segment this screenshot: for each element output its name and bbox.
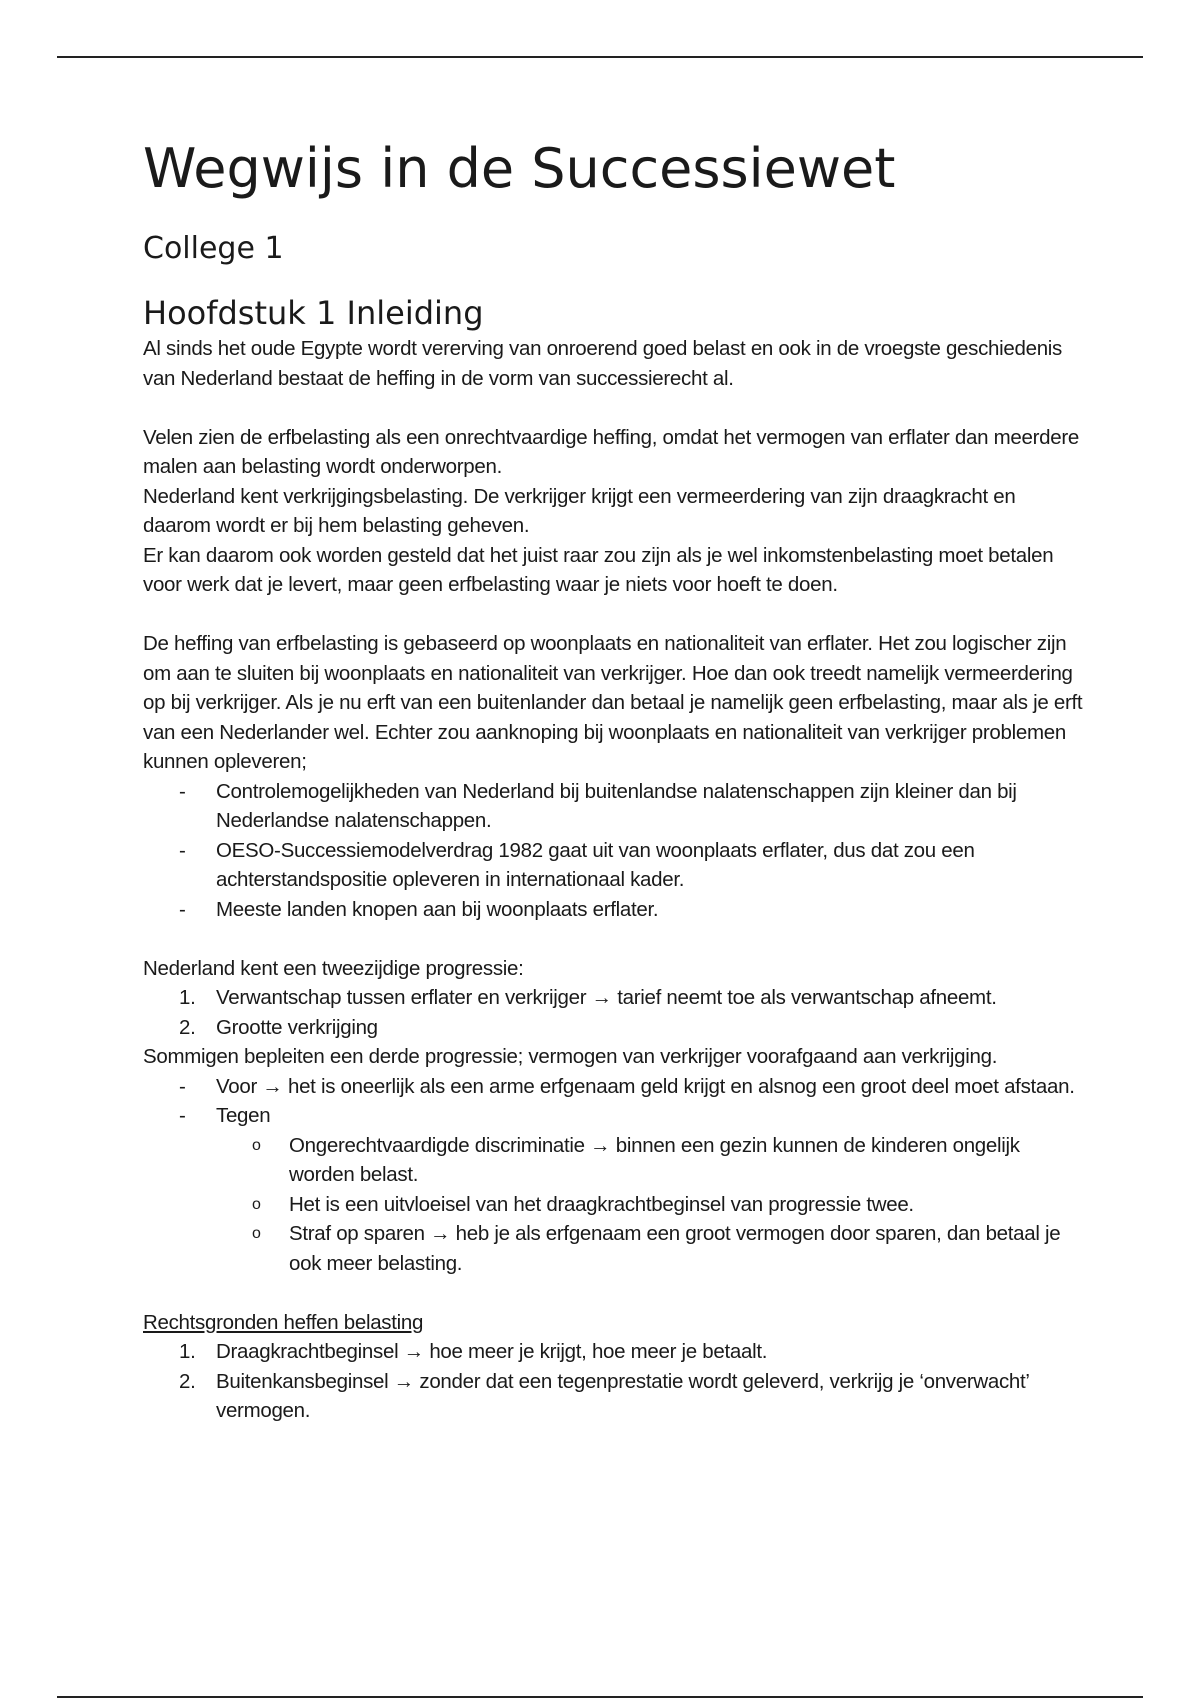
list-item (143, 836, 1083, 895)
list-number: 2. (179, 1015, 196, 1039)
list-item-text: Controlemogelijkheden van Nederland bij buitenlandse nalatenschappen zijn kleiner dan bij Nederlandse nalatenschappen. (216, 779, 1017, 832)
paragraph-intro: Al sinds het oude Egypte wordt vererving van onroerend goed belast en ook in de vroegste geschiedenis van Nederland bestaat de heffing in de vorm van successierecht al. (143, 337, 1063, 390)
sublist-item-text: Straf op sparen → heb je als erfgenaam een groot vermogen door sparen, dan betaal je ook meer belasting. (289, 1222, 1061, 1275)
chapter-heading: Hoofdstuk 1 Inleiding (143, 294, 484, 332)
list-item-text: Buitenkansbeginsel → zonder dat een tegenprestatie wordt geleverd, verkrijg je ‘onverwacht’ vermogen. (216, 1369, 1029, 1422)
list-item (143, 1367, 1083, 1426)
heading-rechtsgronden-text: Rechtsgronden heffen belasting (143, 1310, 424, 1334)
list-item-text: OESO-Successiemodelverdrag 1982 gaat uit van woonplaats erflater, dus dat zou een achterstandspositie opleveren in internationaal kader. (216, 838, 975, 891)
list-number: 1. (179, 986, 196, 1009)
numbered-list-rechtsgronden (143, 1337, 1083, 1426)
paragraph-progressie: Nederland kent een tweezijdige progressie: (143, 956, 524, 980)
footer-rule (57, 1696, 1143, 1698)
dash-bullet: - (179, 838, 186, 862)
list-item (143, 983, 1083, 1013)
list-number: 1. (179, 1340, 196, 1363)
sublist-item-text: Ongerechtvaardigde discriminatie → binnen een gezin kunnen de kinderen ongelijk worden belast. (289, 1133, 1020, 1186)
numbered-list-progressie (143, 983, 1083, 1042)
header-rule (57, 56, 1143, 58)
circle-bullet: o (252, 1225, 261, 1242)
dash-list-voor-tegen (143, 1072, 1083, 1279)
paragraph-derde-progressie: Sommigen bepleiten een derde progressie; vermogen van verkrijger voorafgaand aan verkrijging. (143, 1045, 998, 1068)
list-item-text: Grootte verkrijging (216, 1015, 378, 1039)
dash-bullet: - (179, 779, 186, 803)
paragraph-verkrijgingsbelasting: Nederland kent verkrijgingsbelasting. De verkrijger krijgt een vermeerdering van zijn draagkracht en daarom wordt er bij hem belasting geheven. (143, 484, 1016, 537)
paragraph-woonplaats: De heffing van erfbelasting is gebaseerd op woonplaats en nationaliteit van erflater. Het zou logischer zijn om aan te sluiten bij woonplaats en nationaliteit van verkrijger. Hoe dan ook treedt namelijk vermeerdering op bij verkrijger. Als je nu erft van een buitenlander dan betaal je namelijk geen erfbelasting, maar als je erft van een Nederlander wel. Echter zou aanknoping bij woonplaats en nationaliteit van verkrijger problemen kunnen opleveren; (143, 632, 1083, 773)
list-item-text: Tegen (216, 1104, 271, 1127)
list-item (143, 1337, 1083, 1367)
list-item (143, 777, 1083, 836)
sublist-item (216, 1219, 1083, 1278)
document-title: Wegwijs in de Successiewet (143, 137, 896, 200)
dash-list-problems (143, 777, 1083, 925)
paragraph-gap (143, 393, 1083, 423)
circle-sublist-tegen (216, 1131, 1083, 1279)
paragraph-inkomstenbelasting: Er kan daarom ook worden gesteld dat het juist raar zou zijn als je wel inkomstenbelasting moet betalen voor werk dat je levert, maar geen erfbelasting waar je niets voor hoeft te doen. (143, 543, 1054, 596)
dash-bullet: - (179, 1104, 186, 1127)
list-number: 2. (179, 1369, 196, 1393)
list-item-text: Voor → het is oneerlijk als een arme erfgenaam geld krijgt en alsnog een groot deel moet afstaan. (216, 1074, 1075, 1098)
paragraph-unfair: Velen zien de erfbelasting als een onrechtvaardige heffing, omdat het vermogen van erflater dan meerdere malen aan belasting wordt onderworpen. (143, 425, 1079, 478)
circle-bullet: o (252, 1136, 261, 1154)
paragraph-gap (143, 924, 1083, 954)
list-item (143, 1013, 1083, 1043)
list-item-text: Draagkrachtbeginsel → hoe meer je krijgt, hoe meer je betaalt. (216, 1340, 768, 1363)
circle-bullet: o (252, 1195, 261, 1213)
list-item (143, 895, 1083, 925)
body-text (143, 334, 1083, 1426)
dash-bullet: - (179, 897, 186, 921)
list-item (143, 1072, 1083, 1102)
list-item-text: Meeste landen knopen aan bij woonplaats erflater. (216, 897, 659, 921)
paragraph-gap (143, 600, 1083, 630)
college-heading: College 1 (143, 231, 284, 266)
sublist-item (216, 1190, 1083, 1220)
list-item-text: Verwantschap tussen erflater en verkrijger → tarief neemt toe als verwantschap afneemt. (216, 986, 997, 1009)
list-item (143, 1101, 1083, 1278)
paragraph-gap (143, 1278, 1083, 1308)
heading-rechtsgronden (143, 1308, 1083, 1338)
sublist-item-text: Het is een uitvloeisel van het draagkrachtbeginsel van progressie twee. (289, 1192, 914, 1216)
dash-bullet: - (179, 1074, 186, 1098)
sublist-item (216, 1131, 1083, 1190)
